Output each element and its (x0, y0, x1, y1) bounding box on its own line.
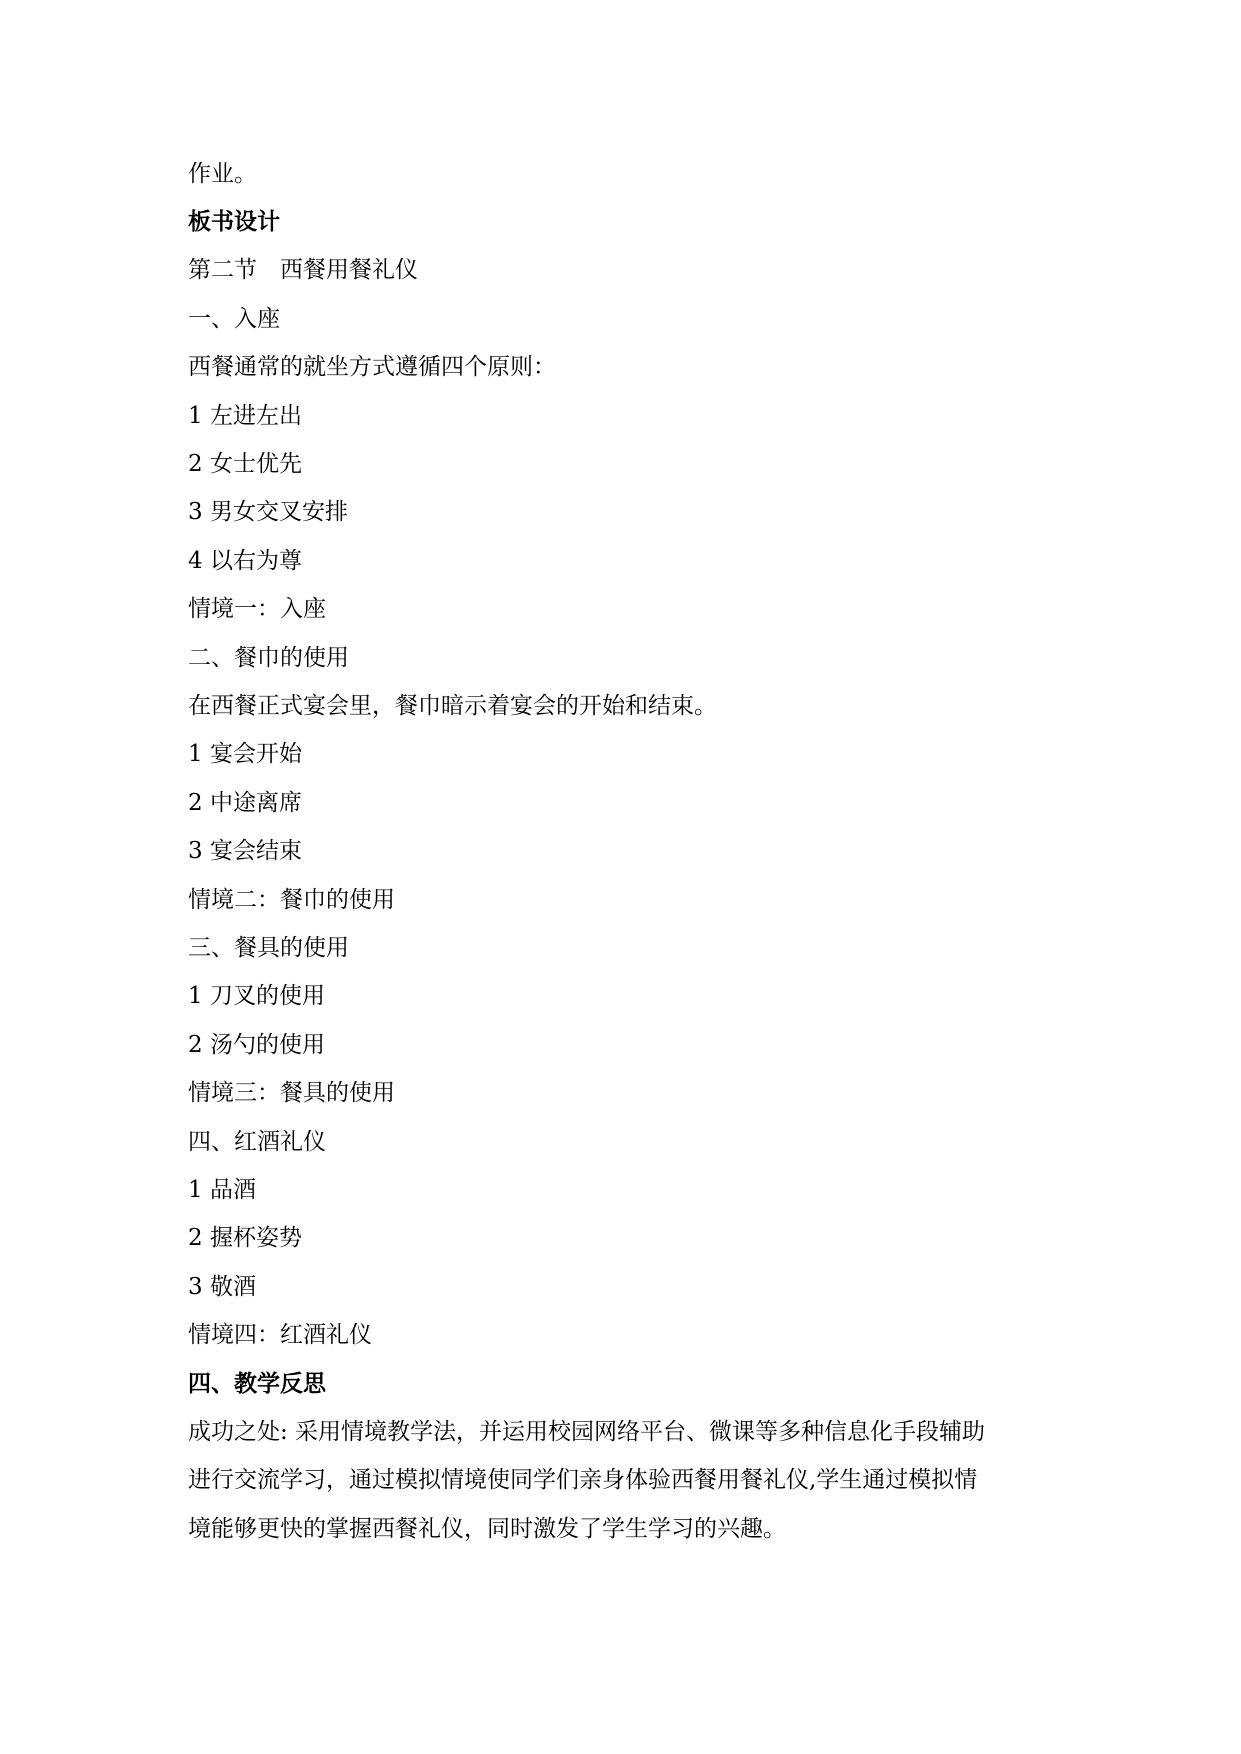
scenario-two: 情境二：餐巾的使用 (188, 887, 395, 913)
subheading-napkin: 二、餐巾的使用 (188, 645, 349, 671)
section-title: 第二节 西餐用餐礼仪 (188, 257, 418, 283)
paragraph-line-1: 成功之处: 采用情境教学法，并运用校园网络平台、微课等多种信息化手段辅助 (188, 1419, 986, 1445)
subheading-seating: 一、入座 (188, 306, 280, 332)
list-item-cutlery-2: 2 汤勺的使用 (188, 1032, 325, 1058)
scenario-one: 情境一：入座 (188, 596, 326, 622)
scenario-four: 情境四：红酒礼仪 (188, 1322, 372, 1348)
text-line-napkin: 在西餐正式宴会里，餐巾暗示着宴会的开始和结束。 (188, 693, 717, 719)
list-item-cutlery-1: 1 刀叉的使用 (188, 983, 325, 1009)
paragraph-line-3: 境能够更快的掌握西餐礼仪，同时激发了学生学习的兴趣。 (188, 1516, 786, 1542)
paragraph-line-2: 进行交流学习，通过模拟情境使同学们亲身体验西餐用餐礼仪,学生通过模拟情 (188, 1467, 978, 1493)
list-item-seating-2: 2 女士优先 (188, 451, 302, 477)
text-line-principles: 西餐通常的就坐方式遵循四个原则： (188, 354, 556, 380)
list-item-wine-2: 2 握杯姿势 (188, 1225, 302, 1251)
list-item-wine-1: 1 品酒 (188, 1177, 256, 1203)
list-item-napkin-3: 3 宴会结束 (188, 838, 302, 864)
heading-teaching-reflection: 四、教学反思 (188, 1370, 326, 1397)
subheading-wine: 四、红酒礼仪 (188, 1129, 326, 1155)
list-item-napkin-1: 1 宴会开始 (188, 741, 302, 767)
subheading-cutlery: 三、餐具的使用 (188, 935, 349, 961)
text-line-homework: 作业。 (188, 161, 257, 187)
list-item-seating-1: 1 左进左出 (188, 403, 302, 429)
list-item-napkin-2: 2 中途离席 (188, 790, 302, 816)
list-item-seating-4: 4 以右为尊 (188, 548, 302, 574)
list-item-seating-3: 3 男女交叉安排 (188, 499, 348, 525)
scenario-three: 情境三：餐具的使用 (188, 1080, 395, 1106)
heading-board-design: 板书设计 (188, 208, 280, 235)
list-item-wine-3: 3 敬酒 (188, 1274, 256, 1300)
